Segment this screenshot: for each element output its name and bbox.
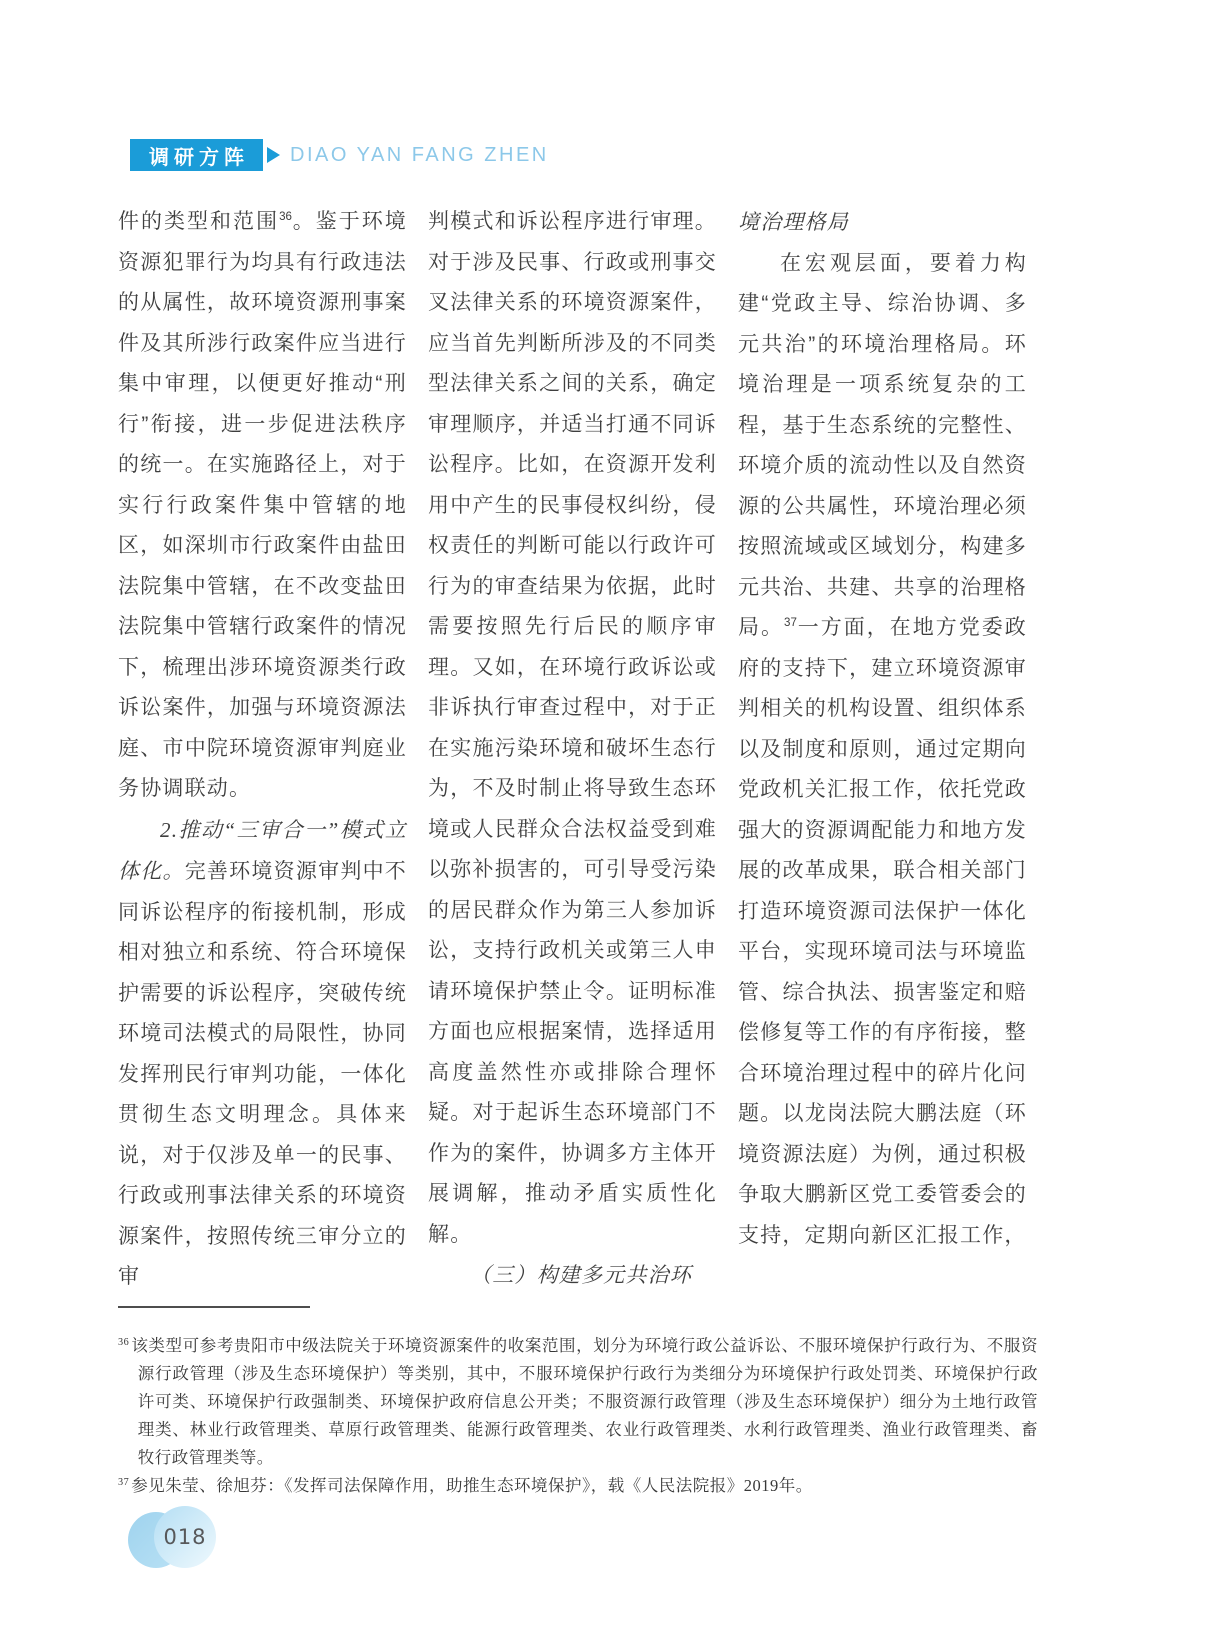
paragraph <box>118 202 407 810</box>
footnote-ref-37: 37 <box>784 617 797 629</box>
footnote-37 <box>118 1472 1038 1500</box>
page-number: 018 <box>163 1525 207 1549</box>
body-text: 件的类型和范围 <box>118 210 280 233</box>
footnote-number: 36 <box>118 1336 130 1348</box>
paragraph <box>118 810 407 1298</box>
footnote-text: 该类型可参考贵阳市中级法院关于环境资源案件的收案范围，划分为环境行政公益诉讼、不服环境保护行政行为、不服资源行政管理（涉及生态环境保护）等类别，其中，不服环境保护行政行为类细分为环境保护行政处罚类、环境保护行政许可类、环境保护行政强制类、环境保护政府信息公开类；不服资源行政管理（涉及生态环境保护）细分为土地行政管理类、林业行政管理类、草原行政管理类、能源行政管理类、农业行政管理类、水利行政管理类、渔业行政管理类、畜牧行政管理类等。 <box>131 1336 1038 1467</box>
text-column-1 <box>118 202 407 1298</box>
subheading-kai: （三）构建多元共治环 <box>470 1263 692 1287</box>
arrow-right-icon <box>267 147 280 163</box>
footnote-separator <box>118 1306 310 1308</box>
text-column-2 <box>428 202 717 1297</box>
page-number-badge <box>128 1506 220 1572</box>
section-subtitle: DIAO YAN FANG ZHEN <box>290 144 549 166</box>
paragraph <box>428 1255 717 1297</box>
footnote-number: 37 <box>118 1476 130 1488</box>
subheading-kai: 境治理格局 <box>738 210 849 234</box>
body-text: 。鉴于环境资源犯罪行为均具有行政违法的从属性，故环境资源刑事案件及其所涉行政案件应当进行集中审理，以便更好推动“刑行”衔接，进一步促进法秩序的统一。在实施路径上，对于实行行政案件集中管辖的地区，如深圳市行政案件由盐田法院集中管辖，在不改变盐田法院集中管辖行政案件的情况下，梳理出涉环境资源类行政诉讼案件，加强与环境资源法庭、市中院环境资源审判庭业务协调联动。 <box>118 210 407 800</box>
paragraph <box>738 244 1027 1257</box>
body-text: 完善环境资源审判中不同诉讼程序的衔接机制，形成相对独立和系统、符合环境保护需要的诉讼程序，突破传统环境司法模式的局限性，协同发挥刑民行审判功能，一体化贯彻生态文明理念。具体来说，对于仅涉及单一的民事、行政或刑事法律关系的环境资源案件，按照传统三审分立的审 <box>118 860 407 1288</box>
body-text: 在宏观层面，要着力构建“党政主导、综治协调、多元共治”的环境治理格局。环境治理是一项系统复杂的工程，基于生态系统的完整性、环境介质的流动性以及自然资源的公共属性，环境治理必须按照流域或区域划分，构建多元共治、共建、共享的治理格局。 <box>738 251 1027 639</box>
circle-decoration <box>154 1506 216 1568</box>
footnotes <box>118 1332 1038 1500</box>
footnote-36 <box>118 1332 1038 1472</box>
paragraph <box>738 202 1027 244</box>
subheading-kai: 2.推动“三审合一”模式立体化。 <box>118 817 407 883</box>
section-badge <box>130 139 263 171</box>
paragraph <box>428 202 717 1255</box>
footnote-text: 参见朱莹、徐旭芬：《发挥司法保障作用，助推生态环境保护》，载《人民法院报》2019年。 <box>131 1476 813 1495</box>
body-text: 一方面，在地方党委政府的支持下，建立环境资源审判相关的机构设置、组织体系以及制度和原则，通过定期向党政机关汇报工作，依托党政强大的资源调配能力和地方发展的改革成果，联合相关部门打造环境资源司法保护一体化平台，实现环境司法与环境监管、综合执法、损害鉴定和赔偿修复等工作的有序衔接，整合环境治理过程中的碎片化问题。以龙岗法院大鹏法庭（环境资源法庭）为例，通过积极争取大鹏新区党工委管委会的支持，定期向新区汇报工作， <box>738 616 1027 1247</box>
section-badge-label: 调研方阵 <box>149 146 249 169</box>
text-column-3 <box>738 202 1027 1256</box>
body-text: 判模式和诉讼程序进行审理。对于涉及民事、行政或刑事交叉法律关系的环境资源案件，应当首先判断所涉及的不同类型法律关系之间的关系，确定审理顺序，并适当打通不同诉讼程序。比如，在资源开发利用中产生的民事侵权纠纷，侵权责任的判断可能以行政许可行为的审查结果为依据，此时需要按照先行后民的顺序审理。又如，在环境行政诉讼或非诉执行审查过程中，对于正在实施污染环境和破坏生态行为，不及时制止将导致生态环境或人民群众合法权益受到难以弥补损害的，可引导受污染的居民群众作为第三人参加诉讼，支持行政机关或第三人申请环境保护禁止令。证明标准方面也应根据案情，选择适用高度盖然性亦或排除合理怀疑。对于起诉生态环境部门不作为的案件，协调多方主体开展调解，推动矛盾实质性化解。 <box>428 210 717 1246</box>
footnote-ref-36: 36 <box>279 211 292 223</box>
